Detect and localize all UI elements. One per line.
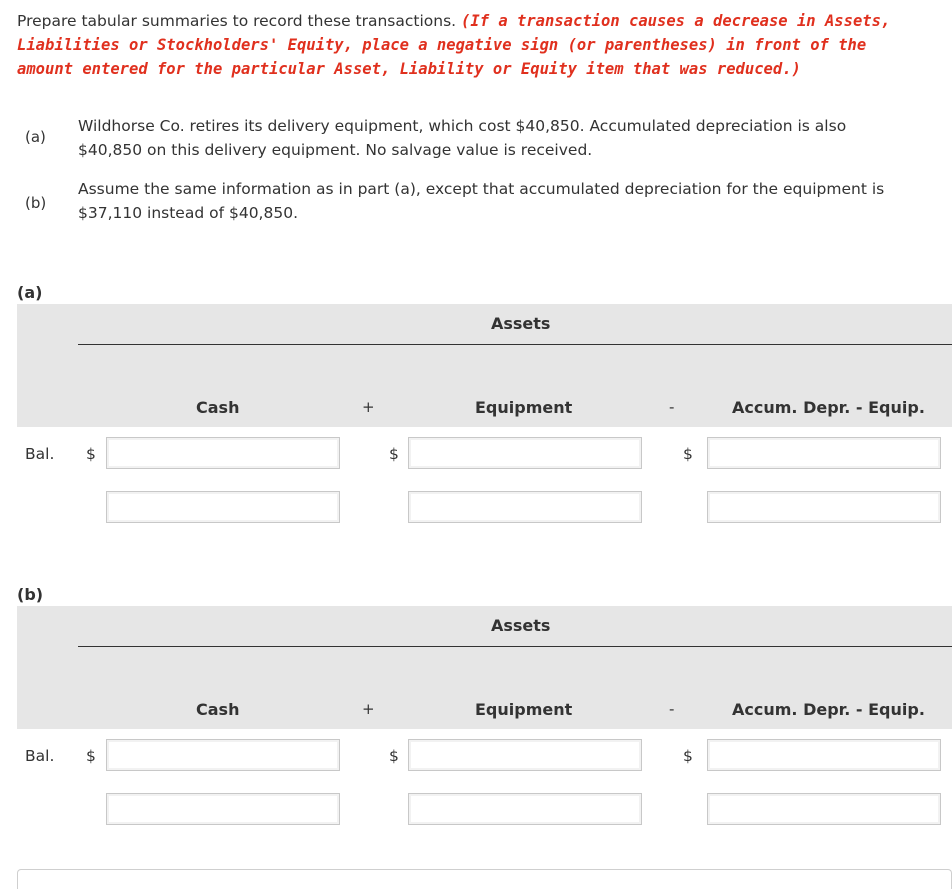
instructions [17, 9, 917, 81]
part-a-row2-cash-input[interactable] [106, 491, 340, 523]
part-a-plus-sign: + [362, 398, 375, 416]
part-b-row1-accum-currency: $ [683, 747, 693, 765]
part-b-row1-equipment-currency: $ [389, 747, 399, 765]
part-b-col-cash: Cash [196, 700, 240, 719]
part-b-minus-sign: - [669, 700, 675, 718]
part-a-label: (a) [17, 283, 43, 302]
question-b-text: Assume the same information as in part (a), except that accumulated depreciation for the equipment is $37,110 instead of $40,850. [78, 180, 885, 222]
part-a-bal-label: Bal. [25, 445, 55, 463]
next-panel-edge [17, 869, 952, 889]
part-a-minus-sign: - [669, 398, 675, 416]
question-a-text: Wildhorse Co. retires its delivery equipment, which cost $40,850. Accumulated depreciation is also $40,850 on this delivery equipment. No salvage value is received. [78, 117, 847, 159]
part-b-row2-equipment-input[interactable] [408, 793, 642, 825]
question-a-label: (a) [25, 128, 46, 146]
part-a-col-cash: Cash [196, 398, 240, 417]
instructions-lead: Prepare tabular summaries to record these transactions. [17, 12, 462, 30]
part-a-row1-equipment-input[interactable] [408, 437, 642, 469]
part-a-row1-cash-input[interactable] [106, 437, 340, 469]
part-b-plus-sign: + [362, 700, 375, 718]
part-a-header-divider [78, 344, 952, 345]
part-b-header-divider [78, 646, 952, 647]
question-b-label: (b) [25, 194, 47, 212]
part-b-row2-cash-input[interactable] [106, 793, 340, 825]
part-b-row1-cash-currency: $ [86, 747, 96, 765]
part-a-row1-accum-currency: $ [683, 445, 693, 463]
part-a-row1-cash-currency: $ [86, 445, 96, 463]
part-b-col-equipment: Equipment [475, 700, 573, 719]
part-a-row2-accum-input[interactable] [707, 491, 941, 523]
part-a-row2-equipment-input[interactable] [408, 491, 642, 523]
part-b-col-accum: Accum. Depr. - Equip. [732, 700, 925, 719]
part-b-row1-cash-input[interactable] [106, 739, 340, 771]
part-a-row1-accum-input[interactable] [707, 437, 941, 469]
part-a-col-equipment: Equipment [475, 398, 573, 417]
part-a-row1-equipment-currency: $ [389, 445, 399, 463]
part-b-row1-accum-input[interactable] [707, 739, 941, 771]
part-b-row1-equipment-input[interactable] [408, 739, 642, 771]
part-b-label: (b) [17, 585, 44, 604]
part-b-bal-label: Bal. [25, 747, 55, 765]
part-a-col-accum: Accum. Depr. - Equip. [732, 398, 925, 417]
part-b-row2-accum-input[interactable] [707, 793, 941, 825]
part-b-group-header: Assets [491, 616, 551, 635]
part-a-group-header: Assets [491, 314, 551, 333]
instructions-emphasis: (If a transaction causes a decrease in Assets, Liabilities or Stockholders' Equity, place a negative sign (or parentheses) in front of the amount entered for the particular Asset, Liability or Equity item that was reduced.) [17, 12, 891, 78]
